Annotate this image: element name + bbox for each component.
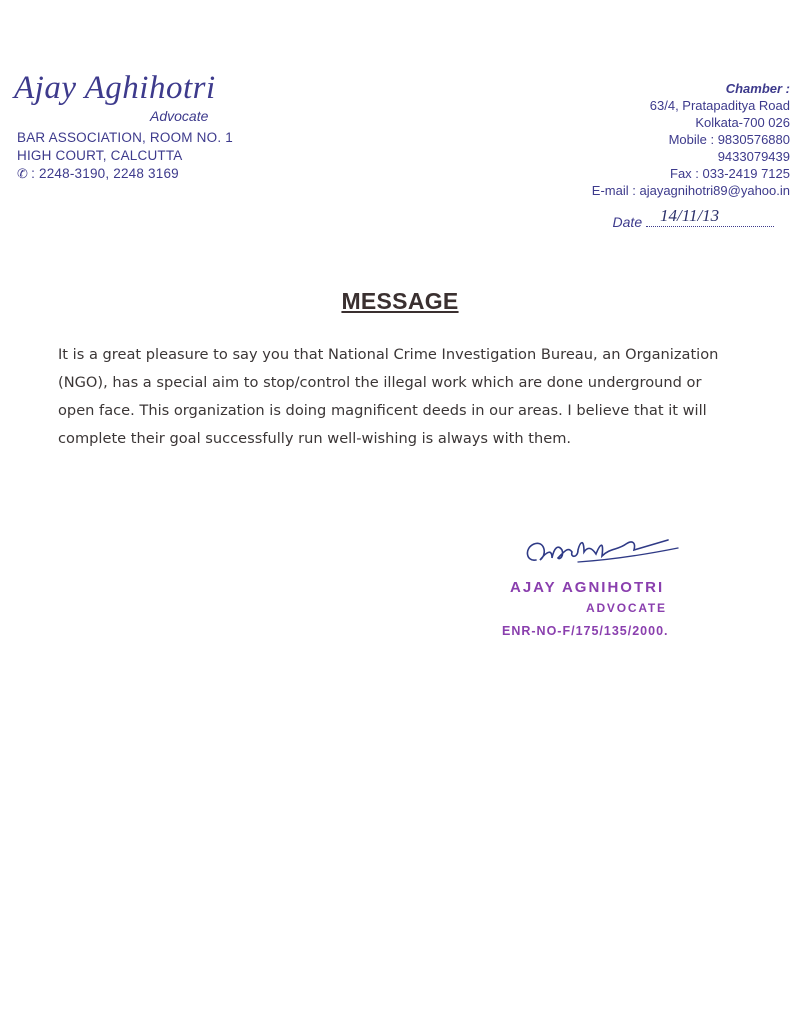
- letterhead-title: Advocate: [150, 108, 209, 124]
- chamber-address-1: 63/4, Pratapaditya Road: [649, 98, 790, 113]
- date-label: Date: [612, 214, 643, 230]
- signature-image: [518, 530, 688, 578]
- chamber-address-2: Kolkata-700 026: [695, 115, 790, 130]
- stamp-title: ADVOCATE: [586, 601, 667, 615]
- letterhead-address: [17, 129, 233, 183]
- date-line: [646, 206, 774, 227]
- chamber-email: E-mail : ajayagnihotri89@yahoo.in: [591, 183, 790, 198]
- phone-icon: ✆: [17, 166, 29, 181]
- message-body: It is a great pleasure to say you that National Crime Investigation Bureau, an Organization (NGO), has a special aim to stop/control the illegal work which are done underground or open face. This organization is doing magnificent deeds in our areas. I believe that it will complete their goal successfully run well-wishing is always with them.: [58, 346, 719, 447]
- signature-block: [500, 530, 700, 650]
- date-row: [612, 206, 774, 230]
- letterhead-phone-row: [17, 165, 233, 183]
- stamp-name: AJAY AGNIHOTRI: [510, 579, 665, 596]
- letterhead-name: Ajay Aghihotri: [14, 70, 216, 106]
- letterhead-phone: : 2248-3190, 2248 3169: [31, 166, 179, 181]
- stamp-enrollment: ENR-NO-F/175/135/2000.: [502, 624, 669, 638]
- chamber-mobile-1: Mobile : 9830576880: [668, 132, 790, 147]
- letterhead-line-1: BAR ASSOCIATION, ROOM NO. 1: [17, 130, 233, 145]
- chamber-heading: Chamber :: [725, 81, 790, 96]
- letterhead-line-2: HIGH COURT, CALCUTTA: [17, 148, 183, 163]
- chamber-mobile-2: 9433079439: [717, 149, 790, 164]
- chamber-block: [530, 80, 790, 199]
- chamber-fax: Fax : 033-2419 7125: [670, 166, 790, 181]
- message-heading: MESSAGE: [341, 288, 459, 314]
- date-value: 14/11/13: [660, 206, 720, 225]
